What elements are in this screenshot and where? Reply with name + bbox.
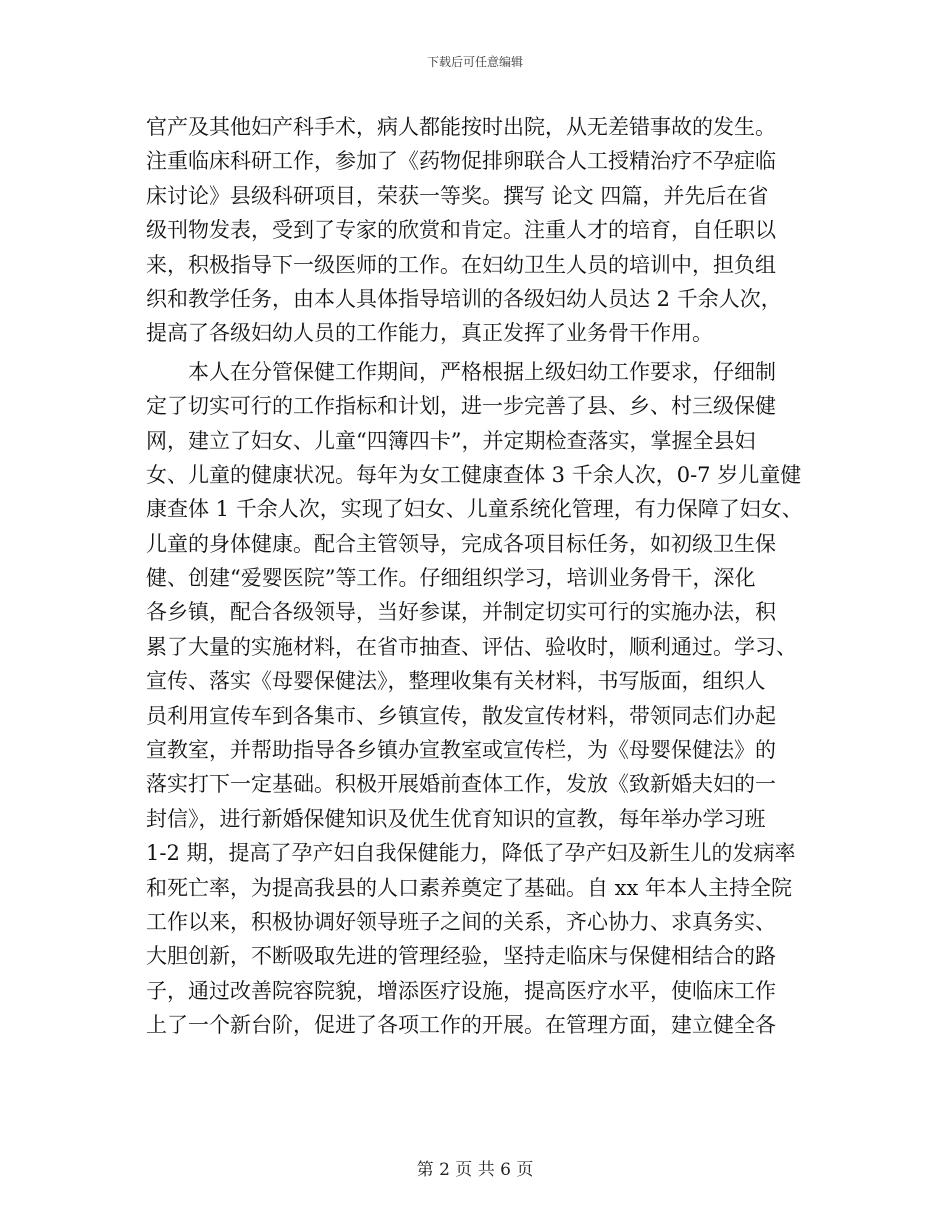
text-line: 员利用宣传车到各集市、乡镇宣传，散发宣传材料，带领同志们办起 <box>146 703 776 728</box>
text-line: 提高了各级妇幼人员的工作能力，真正发挥了业务骨干作用。 <box>146 321 713 346</box>
paragraph-2 <box>146 355 810 1043</box>
document-body <box>146 110 810 1043</box>
page-footer: 第 2 页 共 6 页 <box>416 1160 534 1180</box>
text-line: 床讨论》县级科研项目，荣获一等奖。撰写 论文 四篇，并先后在省 <box>146 183 769 208</box>
text-line: 女、儿童的健康状况。每年为女工健康查体 3 千余人次，0-7 岁儿童健 <box>146 462 802 487</box>
text-line: 工作以来，积极协调好领导班子之间的关系，齐心协力、求真务实、 <box>146 909 776 934</box>
text-line: 健、创建“爱婴医院”等工作。仔细组织学习，培训业务骨干，深化 <box>146 566 756 591</box>
text-line: 大胆创新，不断吸取先进的管理经验，坚持走临床与保健相结合的路 <box>146 944 776 969</box>
text-line: 儿童的身体健康。配合主管领导，完成各项目标任务，如初级卫生保 <box>146 531 776 556</box>
text-line: 各乡镇，配合各级领导，当好参谋，并制定切实可行的实施办法，积 <box>146 600 776 625</box>
text-line: 封信》，进行新婚保健知识及优生优育知识的宣教，每年举办学习班 <box>146 806 766 831</box>
paragraph-1 <box>146 110 810 351</box>
text-line: 宣传、落实《母婴保健法》，整理收集有关材料，书写版面，组织人 <box>146 669 766 694</box>
text-line: 织和教学任务，由本人具体指导培训的各级妇幼人员达 2 千余人次， <box>146 286 782 311</box>
text-line: 本人在分管保健工作期间，严格根据上级妇幼工作要求，仔细制 <box>188 359 776 384</box>
text-line: 康查体 1 千余人次，实现了妇女、儿童系统化管理，有力保障了妇女、 <box>146 497 803 522</box>
text-line: 上了一个新台阶，促进了各项工作的开展。在管理方面，建立健全各 <box>146 1013 776 1038</box>
text-line: 累了大量的实施材料，在省市抽查、评估、验收时，顺利通过。学习、 <box>146 634 797 659</box>
text-line: 宣教室，并帮助指导各乡镇办宣教室或宣传栏，为《母婴保健法》的 <box>146 738 776 763</box>
text-line: 和死亡率，为提高我县的人口素养奠定了基础。自 xx 年本人主持全院 <box>146 875 793 900</box>
text-line: 1-2 期，提高了孕产妇自我保健能力，降低了孕产妇及新生儿的发病率 <box>146 841 796 866</box>
text-line: 定了切实可行的工作指标和计划，进一步完善了县、乡、村三级保健 <box>146 394 776 419</box>
text-line: 来，积极指导下一级医师的工作。在妇幼卫生人员的培训中，担负组 <box>146 252 776 277</box>
text-line: 落实打下一定基础。积极开展婚前查体工作，发放《致新婚夫妇的一 <box>146 772 776 797</box>
text-line: 官产及其他妇产科手术，病人都能按时出院，从无差错事故的发生。 <box>146 115 776 139</box>
text-line: 子，通过改善院容院貌，增添医疗设施，提高医疗水平，使临床工作 <box>146 978 776 1003</box>
text-line: 网，建立了妇女、儿童“四簿四卡”，并定期检查落实，掌握全县妇 <box>146 428 756 453</box>
page-header: 下载后可任意编辑 <box>426 55 523 69</box>
text-line: 级刊物发表，受到了专家的欣赏和肯定。注重人才的培育，自任职以 <box>146 218 776 243</box>
text-line: 注重临床科研工作，参加了《药物促排卵联合人工授精治疗不孕症临 <box>146 149 776 174</box>
